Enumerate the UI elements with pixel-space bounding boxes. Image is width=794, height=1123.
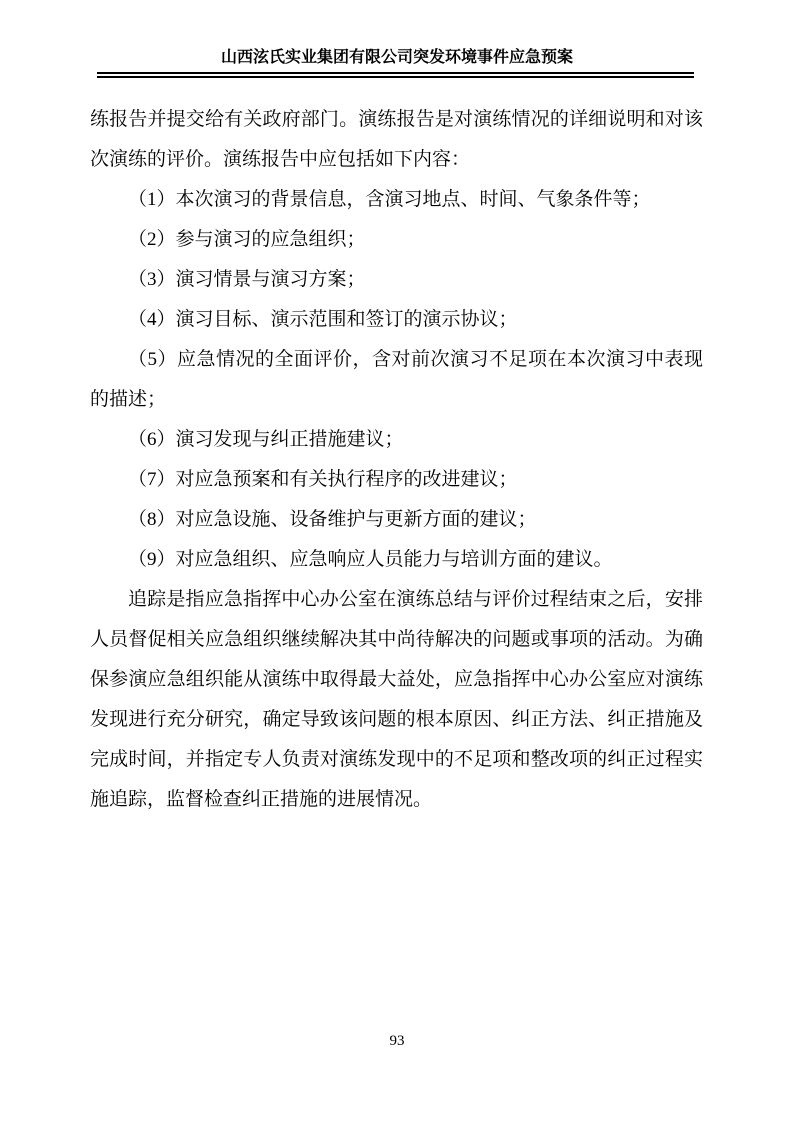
list-item-5: （5）应急情况的全面评价，含对前次演习不足项在本次演习中表现的描述；	[90, 349, 703, 410]
list-item-4: （4）演习目标、演示范围和签订的演示协议；	[128, 309, 518, 330]
list-item-9: （9）对应急组织、应急响应人员能力与培训方面的建议。	[128, 549, 613, 570]
paragraph-tracking: 追踪是指应急指挥中心办公室在演练总结与评价过程结束之后，安排人员督促相关应急组织继续解决其中尚待解决的问题或事项的活动。为确保参演应急组织能从演练中取得最大益处，应急指挥中心办公室应对演练发现进行充分研究，确定导致该问题的根本原因、纠正方法、纠正措施及完成时间，并指定专人负责对演练发现中的不足项和整改项的纠正过程实施追踪，监督检查纠正措施的进展情况。	[90, 589, 703, 810]
document-body	[90, 100, 703, 820]
list-item-7: （7）对应急预案和有关执行程序的改进建议；	[128, 469, 518, 490]
list-item-1: （1）本次演习的背景信息，含演习地点、时间、气象条件等；	[128, 189, 651, 210]
page-number: 93	[389, 1033, 405, 1049]
list-item-8: （8）对应急设施、设备维护与更新方面的建议；	[128, 509, 537, 530]
list-item-6: （6）演习发现与纠正措施建议；	[128, 429, 404, 450]
list-item-2: （2）参与演习的应急组织；	[128, 229, 366, 250]
header-divider	[97, 72, 694, 78]
page-header-title: 山西泫氏实业集团有限公司突发环境事件应急预案	[220, 49, 573, 66]
list-item-3: （3）演习情景与演习方案；	[128, 269, 366, 290]
paragraph-intro: 练报告并提交给有关政府部门。演练报告是对演练情况的详细说明和对该次演练的评价。演练报告中应包括如下内容：	[90, 109, 703, 170]
